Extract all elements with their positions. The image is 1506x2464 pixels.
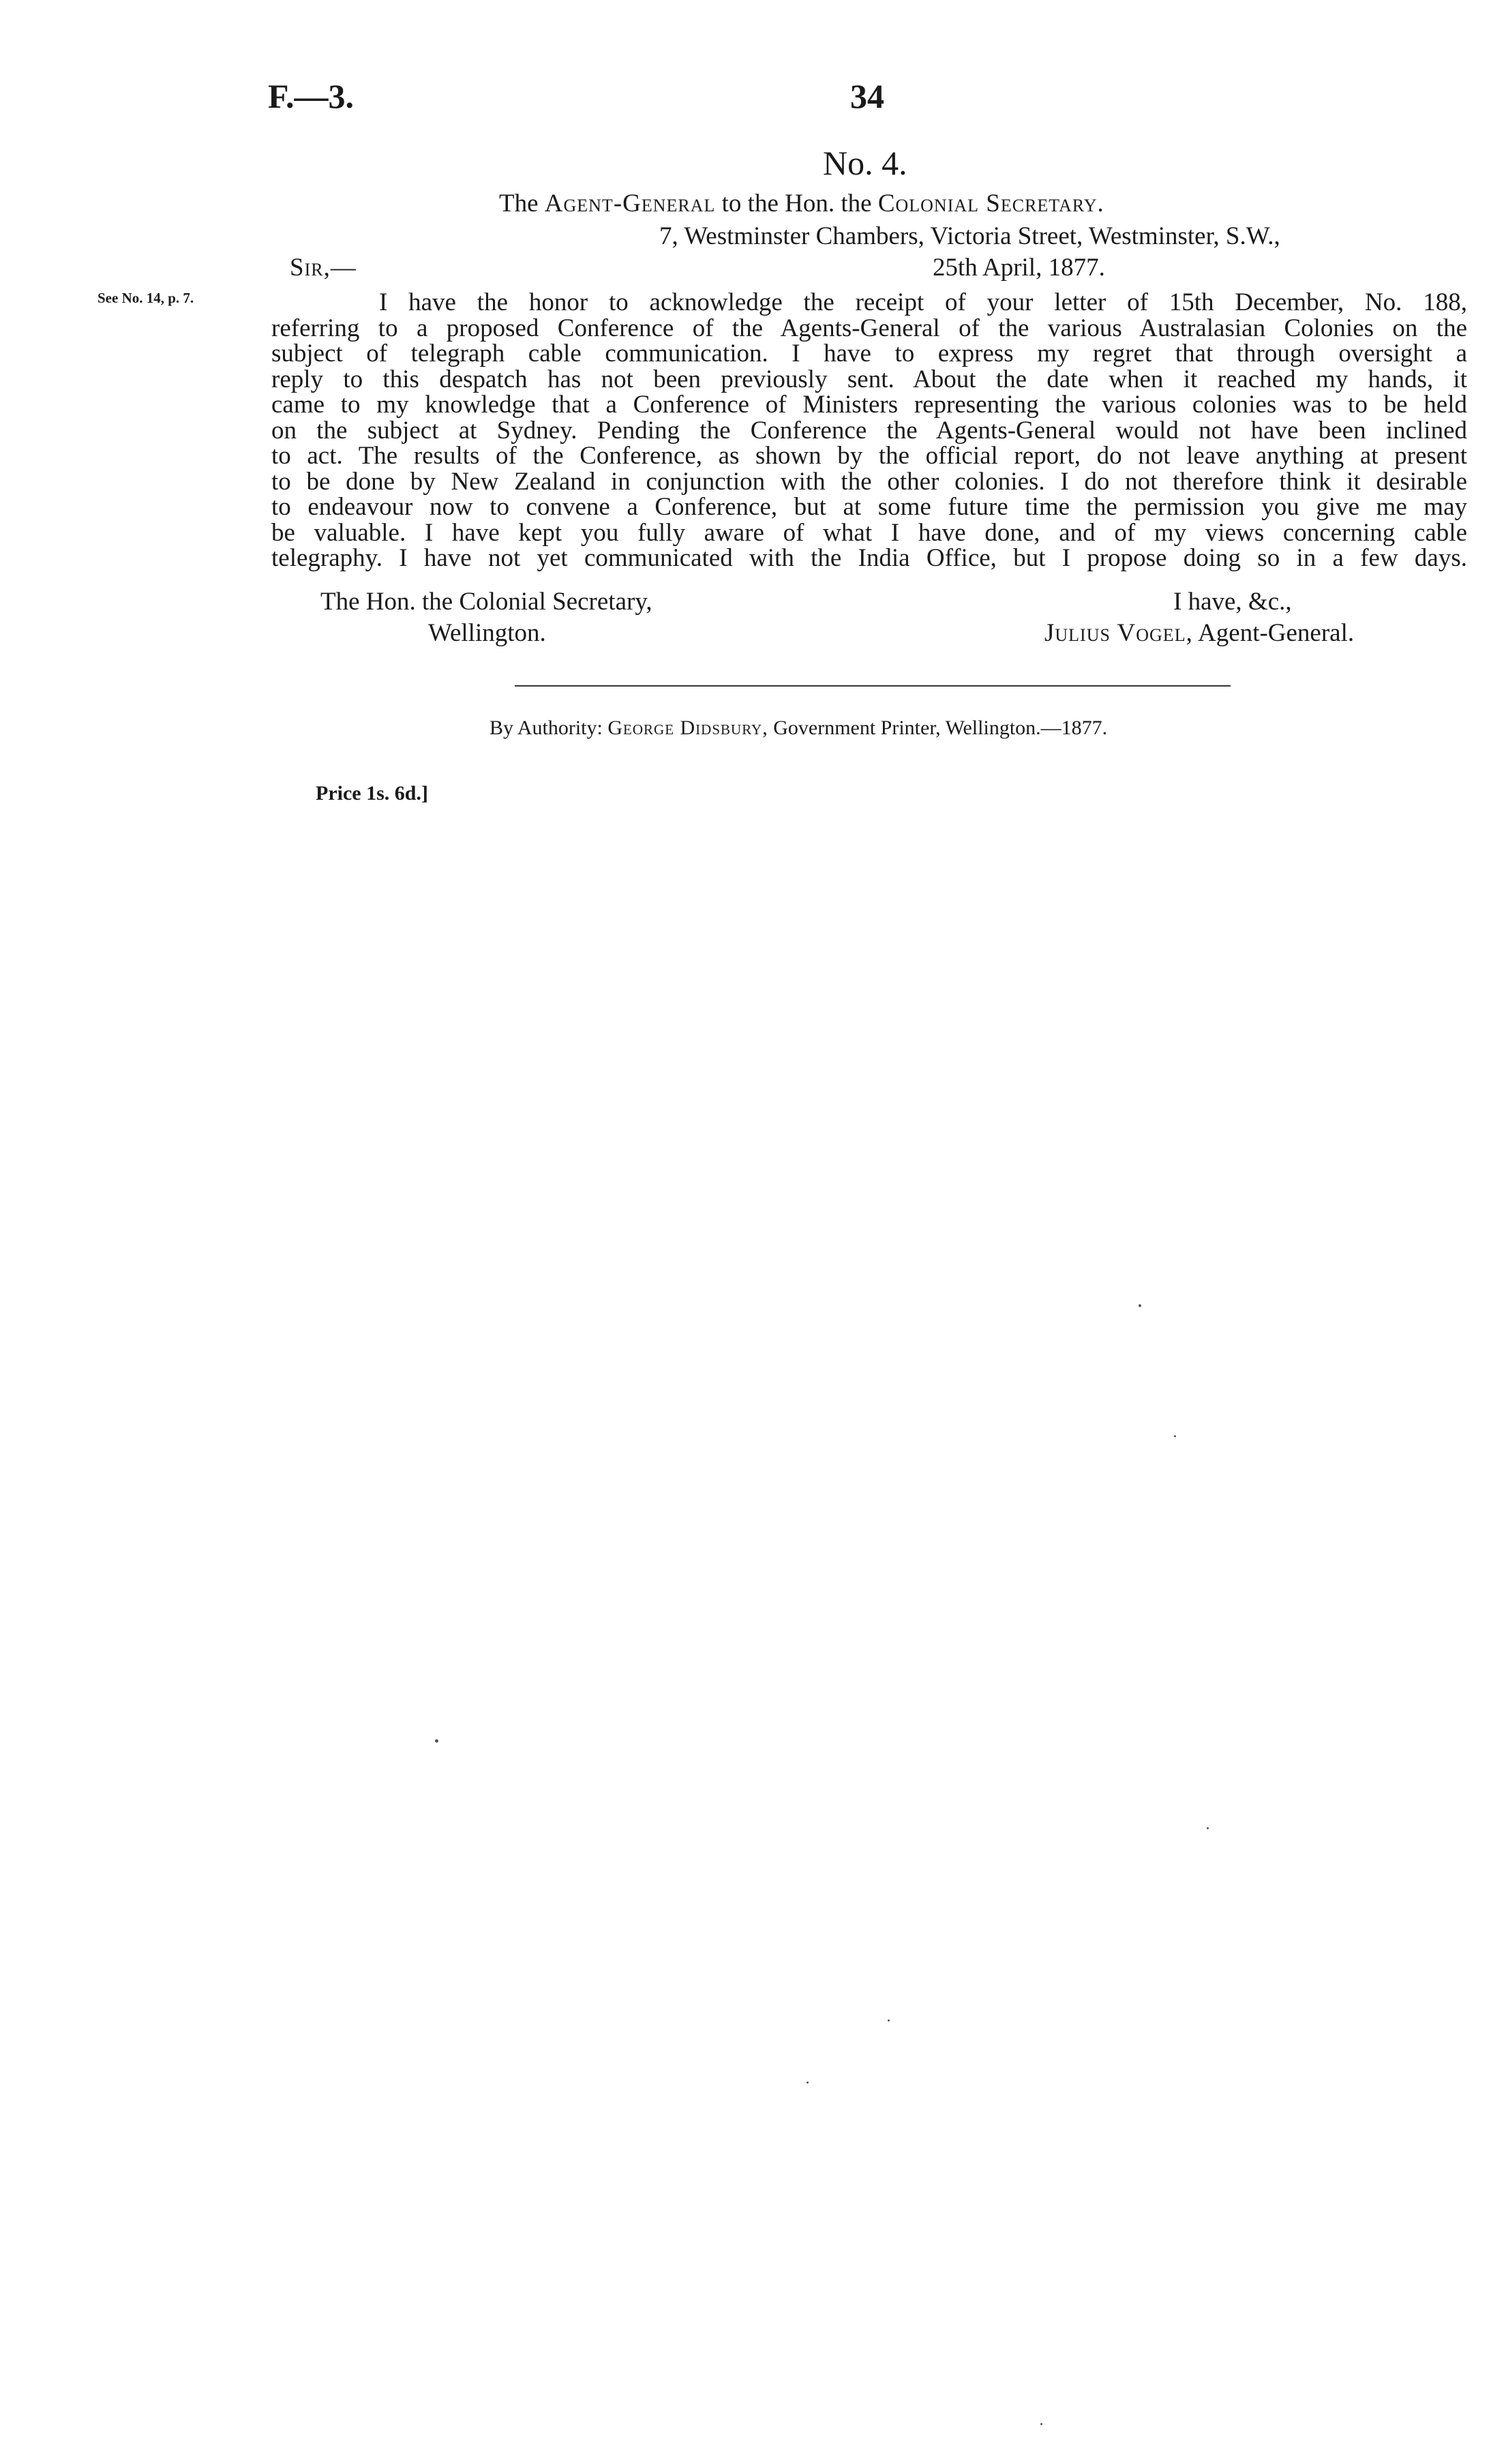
salutation: Sir,— <box>290 254 357 282</box>
sign-off: I have, &c., <box>1173 588 1292 616</box>
letter-heading <box>499 189 1104 218</box>
signature <box>1044 618 1354 648</box>
heading-prefix: The <box>499 190 539 217</box>
imprint-prefix: By Authority: <box>490 717 603 739</box>
scan-speck <box>1040 2423 1042 2425</box>
heading-from: Agent-General <box>544 190 716 217</box>
body-line: to endeavour now to convene a Conference, but at some future time the permission you give me may <box>271 493 1467 521</box>
scan-speck <box>435 1739 438 1743</box>
signatory-name: Julius Vogel, <box>1044 619 1193 647</box>
addressee-line-2: Wellington. <box>428 619 546 647</box>
body-line: came to my knowledge that a Conference of Ministers representing the various colonies was to be held <box>271 391 1467 419</box>
body-line: to be done by New Zealand in conjunction with the other colonies. I do not therefore think it desirable <box>271 468 1467 496</box>
body-line: be valuable. I have kept you fully aware of what I have done, and of my views concerning cable <box>271 519 1467 547</box>
sender-address: 7, Westminster Chambers, Victoria Street, Westminster, S.W., <box>659 222 1280 250</box>
body-line: reply to this despatch has not been previously sent. About the date when it reached my hands, it <box>271 365 1467 393</box>
scan-speck <box>807 2082 809 2084</box>
scan-speck <box>1174 1435 1176 1437</box>
heading-mid: to the Hon. the <box>721 190 872 217</box>
scan-speck <box>1207 1827 1209 1829</box>
body-line: subject of telegraph cable communication. I have to express my regret that through oversight a <box>271 340 1467 367</box>
printer-imprint <box>490 717 1107 740</box>
margin-note: See No. 14, p. 7. <box>97 290 194 306</box>
scan-speck <box>888 2019 890 2022</box>
printer-name: George Didsbury, <box>607 717 768 739</box>
letter-date: 25th April, 1877. <box>933 254 1105 282</box>
price-note: Price 1s. 6d.] <box>316 782 428 805</box>
body-line: on the subject at Sydney. Pending the Conference the Agents-General would not have been inclined <box>271 417 1467 445</box>
body-line: to act. The results of the Conference, as shown by the official report, do not leave anything at present <box>271 442 1467 470</box>
body-line: referring to a proposed Conference of the Agents-General of the various Australasian Colonies on the <box>271 314 1467 342</box>
signatory-title: Agent-General. <box>1198 619 1355 647</box>
heading-to: Colonial Secretary. <box>877 190 1104 217</box>
footer-divider <box>515 685 1231 687</box>
document-reference: F.—3. <box>268 77 354 115</box>
page-number: 34 <box>850 77 884 115</box>
letter-number: No. 4. <box>823 144 907 182</box>
imprint-suffix: Government Printer, Wellington.—1877. <box>773 717 1108 739</box>
body-line: telegraphy. I have not yet communicated with the India Office, but I propose doing so in a few days. <box>271 544 1467 572</box>
addressee-line-1: The Hon. the Colonial Secretary, <box>320 588 652 616</box>
body-line: I have the honor to acknowledge the receipt of your letter of 15th December, No. 188, <box>379 288 1467 316</box>
scan-speck <box>1139 1304 1141 1307</box>
